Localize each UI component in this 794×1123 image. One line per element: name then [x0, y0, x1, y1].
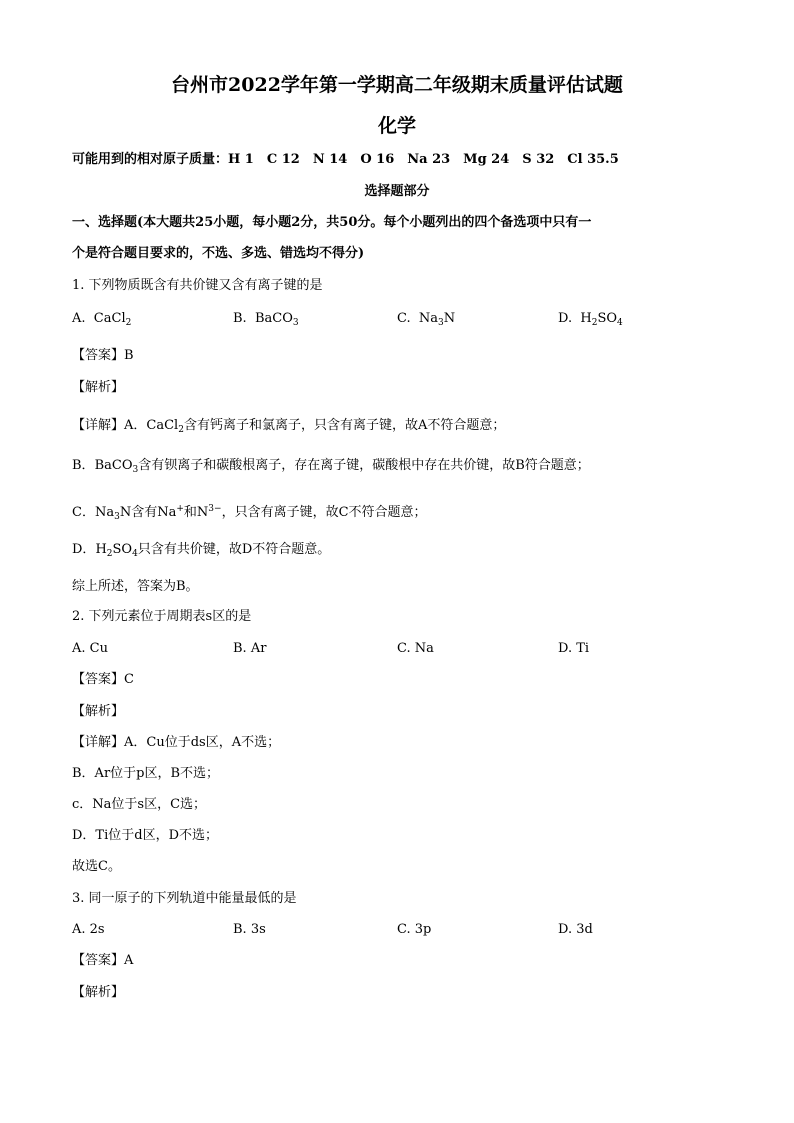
q1-detail-formula-h2so4: $H_2SO_4$ [95, 542, 138, 559]
subject-title: 化学 [377, 115, 416, 137]
q3-option-d: D. 3d [558, 922, 593, 937]
q1-formula-na3n: $Na_3N$ [418, 311, 456, 328]
q1-option-d-label: D. [558, 311, 573, 326]
q3-option-b: B. 3s [233, 922, 266, 937]
q3-stem: 3. 同一原子的下列轨道中能量最低的是 [72, 891, 297, 906]
q1-formula-baco3: BaCO$_3$ [254, 311, 299, 328]
q1-option-d [558, 309, 623, 333]
q2-option-d: D. Ti [558, 641, 590, 656]
q1-stem: 1. 下列物质既含有共价键又含有离子键的是 [72, 278, 323, 293]
q2-detail-a: 【详解】A．Cu位于ds区，A不选； [72, 735, 281, 750]
q2-option-b: B. Ar [233, 641, 267, 656]
q1-detail-formula-cacl2: CaCl$_2$ [146, 418, 184, 435]
q3-answer: 【答案】A [72, 953, 134, 968]
q1-formula-h2so4: $H_2SO_4$ [580, 311, 623, 328]
q3-option-a: A. 2s [72, 922, 105, 937]
q2-detail-c: c．Na位于s区，C选； [72, 797, 207, 812]
q1-detail-c: C．$Na_3N$含有Na+和$N^{3-}$，只含有离子键，故C不符合题意； [72, 504, 427, 522]
q3-option-c: C. 3p [397, 922, 432, 937]
q1-detail-formula-na3n: $Na_3N$ [94, 505, 132, 522]
q2-option-c: C. Na [397, 641, 434, 656]
atomic-masses: 可能用到的相对原子质量：H 1 C 12 N 14 O 16 Na 23 Mg 24 S 32 Cl 35.5 [72, 152, 619, 167]
q2-detail-d: D．Ti位于d区，D不选； [72, 828, 218, 843]
section-title: 选择题部分 [364, 184, 430, 199]
q1-option-b-label: B. [233, 311, 247, 326]
q1-detail-formula-baco3: BaCO$_3$ [94, 458, 139, 475]
q1-detail-d: D．$H_2SO_4$只含有共价键，故D不符合题意。 [72, 542, 331, 559]
q1-detail-a: 【详解】A．CaCl$_2$含有钙离子和氯离子，只含有离子键，故A不符合题意； [72, 418, 506, 435]
q2-answer: 【答案】C [72, 672, 134, 687]
q1-option-c-label: C. [397, 311, 411, 326]
q1-option-a-label: A. [72, 311, 86, 326]
q1-option-a [72, 309, 131, 333]
q2-stem: 2. 下列元素位于周期表s区的是 [72, 609, 252, 624]
q1-option-b [233, 309, 299, 333]
q1-option-c [397, 309, 455, 333]
q1-detail-b: B．BaCO$_3$含有钡离子和碳酸根离子，存在离子键，碳酸根中存在共价键，故B符合题意； [72, 458, 590, 475]
q2-option-a: A. Cu [72, 641, 108, 656]
q1-analysis: 【解析】 [72, 380, 125, 395]
q1-answer: 【答案】B [72, 348, 134, 363]
q3-analysis: 【解析】 [72, 985, 125, 1000]
q1-summary: 综上所述，答案为B。 [72, 579, 199, 594]
instructions-line-1: 一、选择题(本大题共25小题，每小题2分，共50分。每个小题列出的四个备选项中只有一 [72, 215, 592, 230]
q2-detail-b: B．Ar位于p区，B不选； [72, 766, 220, 781]
q2-conclusion: 故选C。 [72, 859, 121, 874]
instructions-line-2: 个是符合题目要求的，不选、多选、错选均不得分) [72, 246, 365, 261]
q2-analysis: 【解析】 [72, 704, 125, 719]
exam-title: 台州市2022学年第一学期高二年级期末质量评估试题 [171, 74, 623, 96]
q1-formula-cacl2: CaCl$_2$ [93, 311, 132, 328]
